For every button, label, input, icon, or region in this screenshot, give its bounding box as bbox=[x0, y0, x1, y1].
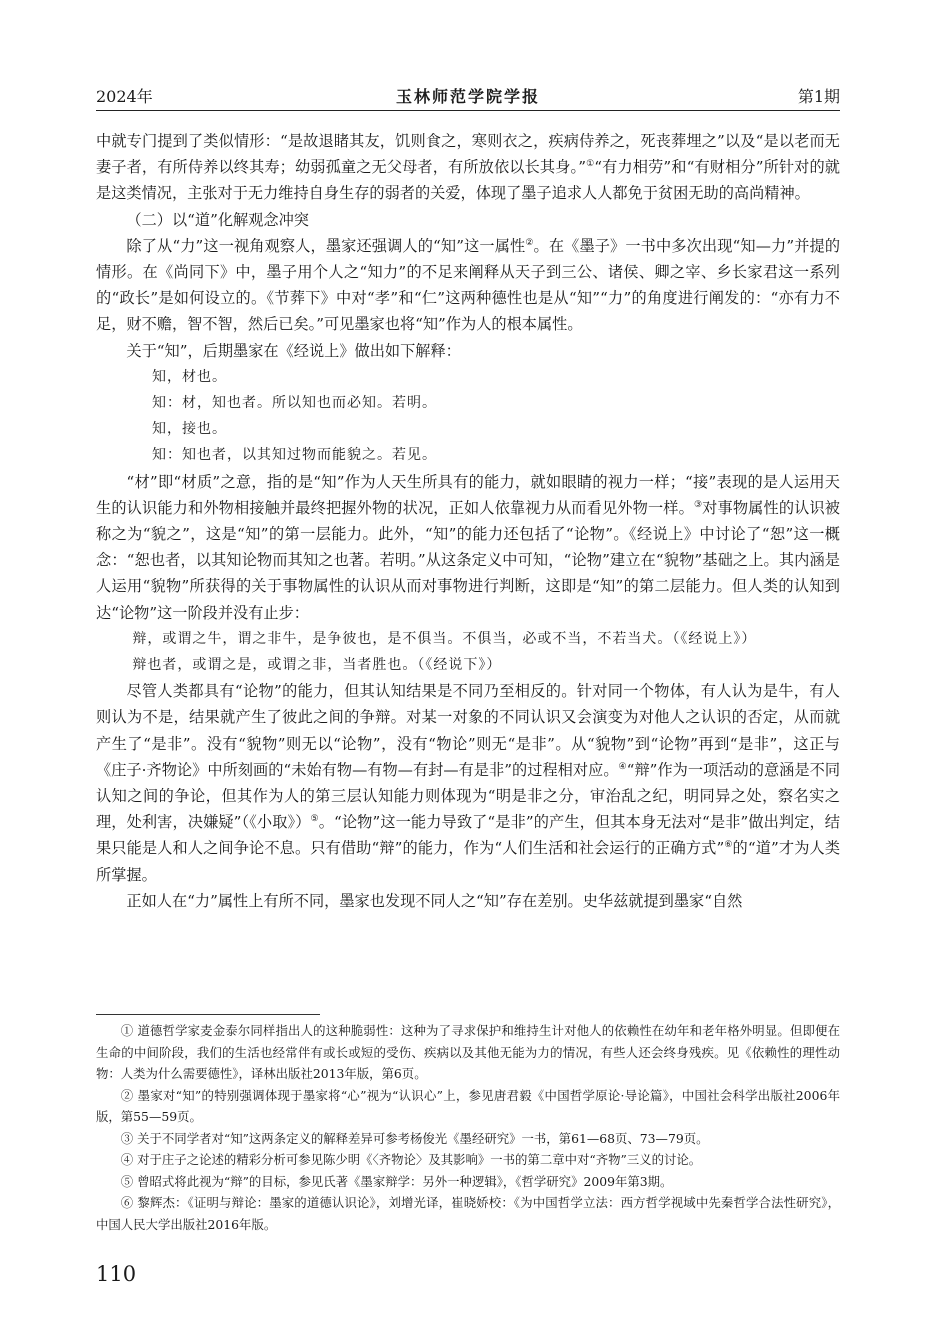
footnotes bbox=[96, 1020, 840, 1235]
footnote-4: ④ 对于庄子之论述的精彩分析可参见陈少明《〈齐物论〉及其影响》一书的第二章中对“齐物”三义的讨论。 bbox=[120, 1152, 702, 1167]
footnote-ref-4[interactable]: ④ bbox=[618, 761, 627, 772]
paragraph: “材”即“材质”之意，指的是“知”作为人天生所具有的能力，就如眼睛的视力一样；“接”表现的是人运用天生的认识能力和外物相接触并最终把握外物的状况，正如人依靠视力从而看见外物一样。③对事物属性的认识被称之为“貌之”，这是“知”的第一层能力。此外，“知”的能力还包括了“论物”。《经说上》中讨论了“恕”这一概念：“恕也者，以其知论物而其知之也著。若明。”从这条定义中可知，“论物”建立在“貌物”基础之上。其内涵是人运用“貌物”所获得的关于事物属性的认识从而对事物进行判断，这即是“知”的第二层能力。但人类的认知到达“论物”这一阶段并没有止步： bbox=[96, 472, 840, 622]
header-rule bbox=[96, 110, 840, 111]
header-journal-title: 玉林师范学院学报 bbox=[395, 87, 540, 106]
footnote-3: ③ 关于不同学者对“知”这两条定义的解释差异可参考杨俊光《墨经研究》一书，第61—68页、73—79页。 bbox=[120, 1130, 709, 1146]
footnote-ref-3[interactable]: ③ bbox=[693, 499, 703, 510]
quotation: 知，材也。 bbox=[152, 368, 227, 385]
quotation: 知，接也。 bbox=[152, 421, 227, 438]
quotation: 知：材，知也者。所以知也而必知。若明。 bbox=[152, 395, 437, 412]
footnote-6: ⑥ 黎辉杰：《证明与辩论：墨家的道德认识论》，刘增光译，崔晓娇校：《为中国哲学立法：西方哲学视域中先秦哲学合法性研究》，中国人民大学出版社2016年版。 bbox=[96, 1195, 840, 1232]
footnote-rule bbox=[96, 1014, 320, 1015]
footnote-ref-1[interactable]: ① bbox=[585, 159, 595, 170]
paragraph-continuation: 中就专门提到了类似情形：“是故退睹其友，饥则食之，寒则衣之，疾病侍养之，死丧葬埋之”以及“是以老而无妻子者，有所侍养以终其寿；幼弱孤童之无父母者，有所放依以长其身。”①“有力相劳”和“有财相分”所针对的就是这类情况，主张对于无力维持自身生存的弱者的关爱，体现了墨子追求人人都免于贫困无助的高尚精神。 bbox=[96, 132, 840, 203]
footnote-5: ⑤ 曾昭式将此视为“辩”的目标，参见氏著《墨家辩学：另外一种逻辑》，《哲学研究》2009年第3期。 bbox=[120, 1173, 673, 1189]
running-header bbox=[96, 84, 840, 108]
paragraph: 除了从“力”这一视角观察人，墨家还强调人的“知”这一属性②。在《墨子》一书中多次出现“知—力”并提的情形。在《尚同下》中，墨子用个人之“知力”的不足来阐释从天子到三公、诸侯、卿之宰、乡长家君这一系列的“政长”是如何设立的。《节葬下》中对“孝”和“仁”这两种德性也是从“知”“力”的角度进行阐发的：“亦有力不足，财不赡，智不智，然后已矣。”可见墨家也将“知”作为人的根本属性。 bbox=[96, 236, 841, 334]
quotation: 辩，或谓之牛，谓之非牛，是争彼也，是不俱当。不俱当，必或不当，不若当犬。（《经说上》） bbox=[132, 630, 757, 647]
footnote-ref-5[interactable]: ⑤ bbox=[310, 814, 319, 825]
main-text bbox=[96, 128, 840, 914]
paragraph: 尽管人类都具有“论物”的能力，但其认知结果是不同乃至相反的。针对同一个物体，有人认为是牛，有人则认为不是，结果就产生了彼此之间的争辩。对某一对象的不同认识又会演变为对他人之认识的否定，从而就产生了“是非”。没有“貌物”则无以“论物”，没有“物论”则无“是非”。从“貌物”到“论物”再到“是非”，这正与《庄子·齐物论》中所刻画的“未始有物—有物—有封—有是非”的过程相对应。④“辩”作为一项活动的意涵是不同认知之间的争论，但其作为人的第三层认知能力则体现为“明是非之分，审治乱之纪，明同异之处，察名实之理，处利害，决嫌疑”（《小取》）⑤。“论物”这一能力导致了“是非”的产生，但其本身无法对“是非”做出判定，结果只能是人和人之间争论不息。只有借助“辩”的能力，作为“人们生活和社会运行的正确方式”⑥的“道”才为人类所掌握。 bbox=[96, 682, 841, 884]
header-year: 2024年 bbox=[96, 87, 153, 106]
footnote-ref-2[interactable]: ② bbox=[525, 237, 534, 248]
section-heading: （二）以“道”化解观念冲突 bbox=[126, 210, 309, 229]
quotation: 辩也者，或谓之是，或谓之非，当者胜也。（《经说下》） bbox=[132, 657, 502, 674]
footnote-2: ② 墨家对“知”的特别强调体现于墨家将“心”视为“认识心”上，参见唐君毅《中国哲学原论·导论篇》，中国社会科学出版社2006年版，第55—59页。 bbox=[96, 1087, 840, 1124]
footnote-1: ① 道德哲学家麦金泰尔同样指出人的这种脆弱性：这种为了寻求保护和维持生计对他人的依赖性在幼年和老年格外明显。但即便在生命的中间阶段，我们的生活也经常伴有或长或短的受伤、疾病以及其他无能为力的情况，有些人还会终身残疾。见《依赖性的理性动物：人类为什么需要德性》，译林出版社2013年版，第6页。 bbox=[96, 1023, 840, 1081]
header-issue: 第1期 bbox=[797, 87, 840, 106]
page-number: 110 bbox=[96, 1262, 137, 1286]
quotation: 知：知也者，以其知过物而能貌之。若见。 bbox=[152, 447, 437, 464]
paragraph: 正如人在“力”属性上有所不同，墨家也发现不同人之“知”存在差别。史华兹就提到墨家“自然 bbox=[126, 891, 743, 910]
footnote-ref-6[interactable]: ⑥ bbox=[724, 840, 733, 851]
paragraph: 关于“知”，后期墨家在《经说上》做出如下解释： bbox=[126, 341, 461, 360]
